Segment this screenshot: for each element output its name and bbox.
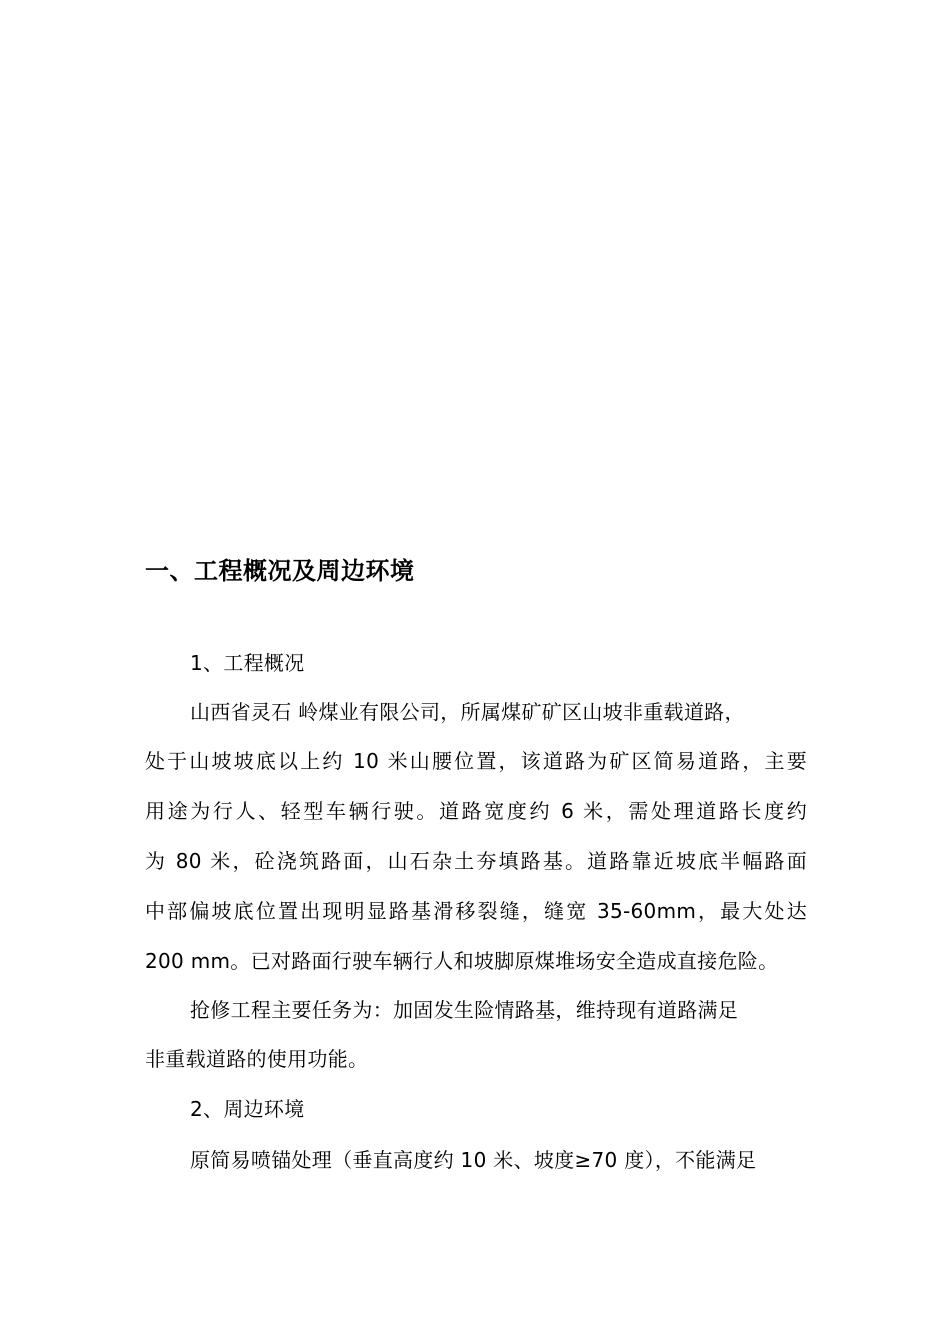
paragraph-line: 非重载道路的使用功能。 [145,1047,369,1071]
paragraph-line: 山西省灵石 岭煤业有限公司，所属煤矿矿区山坡非重载道路， [190,700,745,724]
section-heading: 一、工程概况及周边环境 [145,557,415,585]
subsection-title-overview: 1、工程概况 [190,651,305,675]
paragraph-line: 抢修工程主要任务为：加固发生险情路基，维持现有道路满足 [190,998,739,1022]
paragraph-line: 用途为行人、轻型车辆行驶。道路宽度约 6 米，需处理道路长度约 [145,799,807,823]
paragraph-line: 处于山坡坡底以上约 10 米山腰位置，该道路为矿区简易道路，主要 [145,749,807,773]
paragraph-line: 200 mm。已对路面行驶车辆行人和坡脚原煤堆场安全造成直接危险。 [145,949,779,973]
paragraph-line: 为 80 米，砼浇筑路面，山石杂土夯填路基。道路靠近坡底半幅路面 [145,849,807,873]
paragraph-line: 中部偏坡底位置出现明显路基滑移裂缝，缝宽 35-60mm，最大处达 [145,899,807,923]
paragraph-line: 原简易喷锚处理（垂直高度约 10 米、坡度≥70 度），不能满足 [190,1148,757,1172]
subsection-title-surroundings: 2、周边环境 [190,1097,305,1121]
